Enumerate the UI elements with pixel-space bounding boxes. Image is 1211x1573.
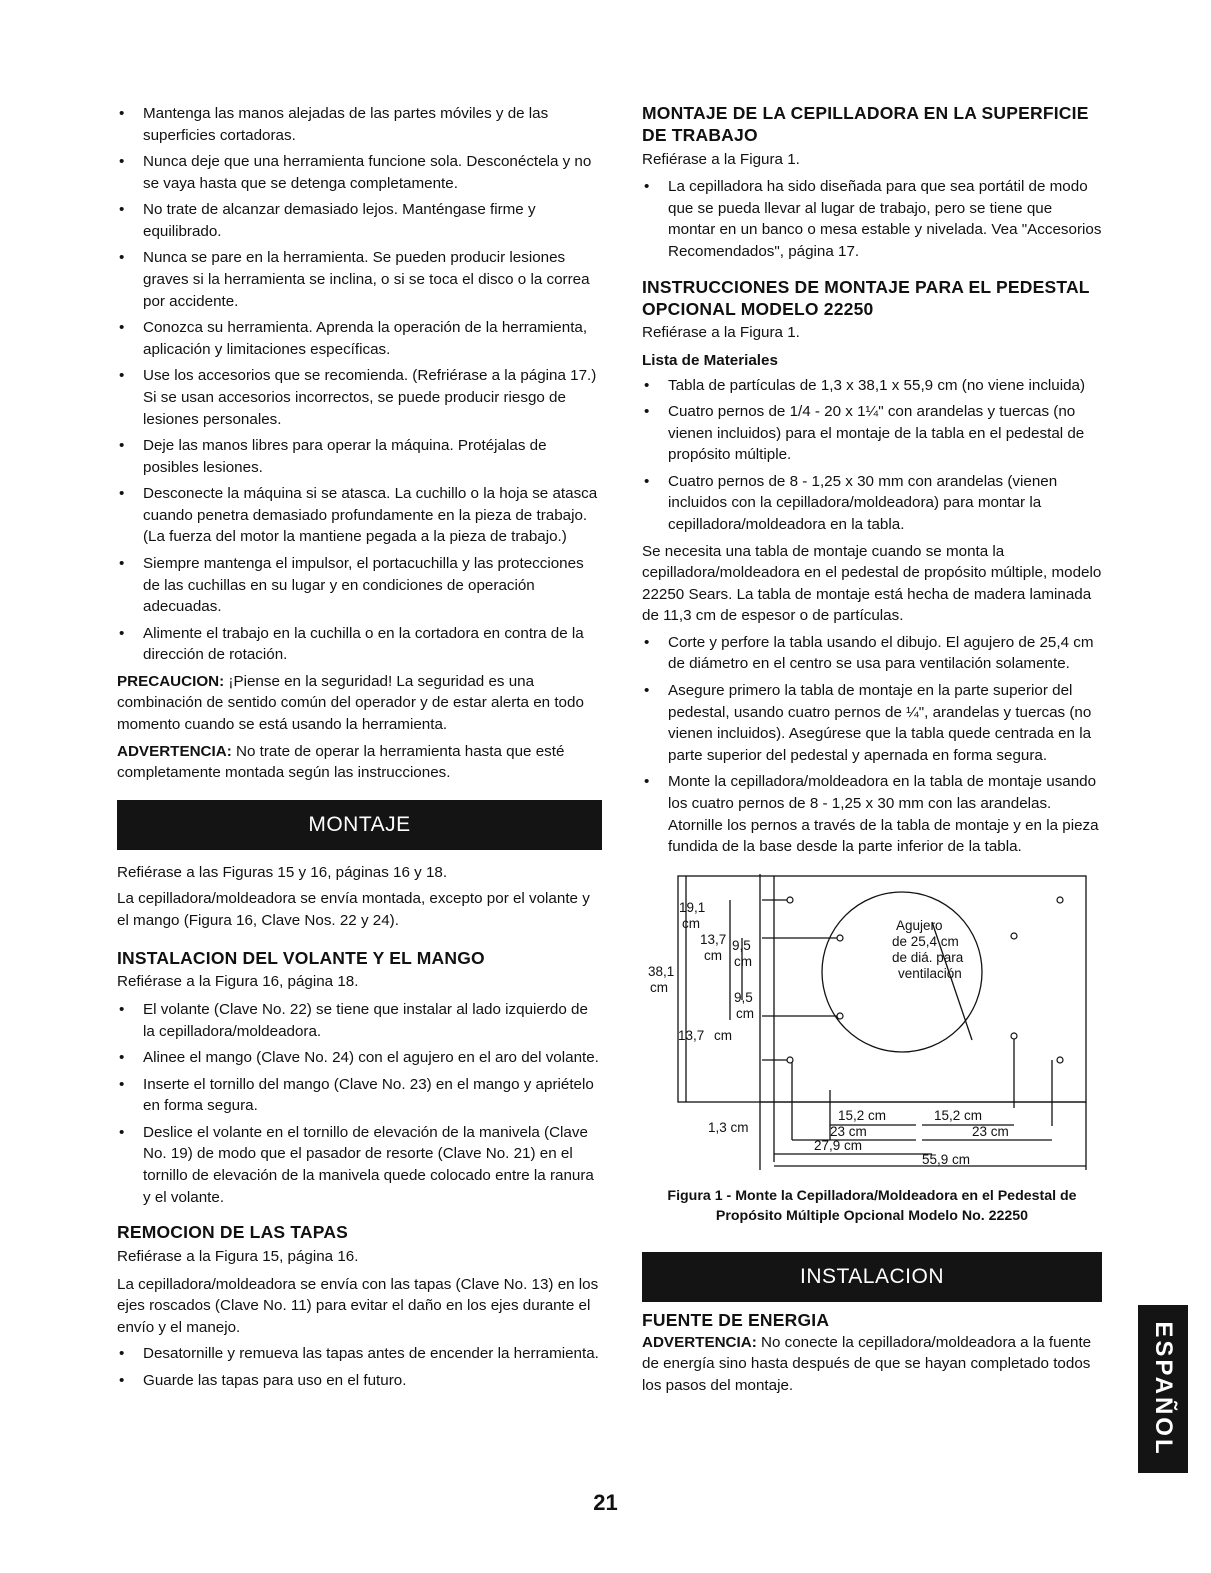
board-outline [678,876,1086,1102]
instalacion-banner: INSTALACION [642,1252,1102,1302]
hole-label: Agujero [896,917,943,933]
montaje-banner: MONTAJE [117,800,602,850]
tabla-text: Se necesita una tabla de montaje cuando se monta la cepilladora/moldeadora en el pedestal de propósito múltiple, modelo 22250 Sears. La tabla de montaje está hecha de madera laminada de 11,3 cm de espesor o de partículas. [642,542,1102,625]
page-number: 21 [593,1490,618,1515]
montaje-ref: Refiérase a las Figuras 15 y 16, páginas 16 y 18. [117,863,448,881]
energia-label: ADVERTENCIA: [642,1333,757,1351]
right-column [642,103,1102,1402]
dimension-label: 23 cm [972,1123,1009,1139]
dimension-label: 13,7 [700,931,727,947]
list-item: • Guarde las tapas para uso en el futuro. [117,1370,602,1392]
dimension-label: 27,9 cm [814,1137,863,1153]
dimension-label: cm [734,953,752,969]
superficie-heading: MONTAJE DE LA CEPILLADORA EN LA SUPERFICIE DE TRABAJO [642,103,1089,145]
list-item: • Alimente el trabajo en la cuchilla o en la cortadora en contra de la dirección de rotación. [117,623,602,666]
volante-list [117,999,602,1208]
precaucion-paragraph [117,671,602,736]
advertencia-text: No trate de operar la herramienta hasta que esté completamente montada según las instrucciones. [117,742,565,782]
montaje-text: La cepilladora/moldeadora se envía montada, excepto por el volante y el mango (Figura 16, Clave Nos. 22 y 24). [117,890,590,929]
materiales-list [642,375,1102,536]
list-item: • Conozca su herramienta. Aprenda la operación de la herramienta, aplicación y limitaciones específicas. [117,317,602,360]
dimension-label: cm [682,915,700,931]
energia-paragraph [642,1332,1102,1397]
dimension-label: cm [736,1005,754,1021]
dimension-label: cm [704,947,722,963]
dimension-label: 15,2 cm [838,1107,887,1123]
tapas-text: La cepilladora/moldeadora se envía con las tapas (Clave No. 13) en los ejes roscados (Clave No. 11) para evitar el daño en los ejes durante el envío y el manejo. [117,1275,599,1336]
volante-heading: INSTALACION DEL VOLANTE Y EL MANGO [117,947,485,968]
list-item: • Deslice el volante en el tornillo de elevación de la manivela (Clave No. 19) de modo que el pasador de resorte (Clave No. 21) en el tornillo de elevación de la manivela quede colocado entre la ranura y el volante. [117,1122,602,1208]
dimension-label: 9,5 [732,937,751,953]
mounting-board-diagram [642,870,1092,1182]
materiales-heading: Lista de Materiales [642,351,778,369]
list-item: • La cepilladora ha sido diseñada para que sea portátil de modo que se pueda llevar al lugar de trabajo, pero se tiene que montar en un banco o mesa estable y nivelada. Vea "Accesorios Recomendados", página 17. [642,176,1102,262]
dimension-label: 55,9 cm [922,1151,971,1167]
list-item: • Siempre mantenga el impulsor, el portacuchilla y las protecciones de las cuchillas en su lugar y en condiciones de operación adecuadas. [117,553,602,618]
tabla-list [642,632,1102,858]
list-item: • El volante (Clave No. 22) se tiene que instalar al lado izquierdo de la cepilladora/moldeadora. [117,999,602,1042]
list-item: • Asegure primero la tabla de montaje en la parte superior del pedestal, usando cuatro pernos de ¼", arandelas y tuercas (no vienen incluidos). Asegúrese que la tabla quede centrada en la parte superior del pedestal y apernada en forma segura. [642,680,1102,766]
figure-caption-line: Propósito Múltiple Opcional Modelo No. 22250 [715,1207,1029,1224]
dimension-label: cm [714,1027,732,1043]
superficie-list [642,176,1102,262]
list-item: • No trate de alcanzar demasiado lejos. Manténgase firme y equilibrado. [117,199,602,242]
pedestal-ref: Refiérase a la Figura 1. [642,324,800,342]
advertencia-paragraph [117,741,602,784]
list-item: • Inserte el tornillo del mango (Clave No. 23) en el mango y apriételo en forma segura. [117,1074,602,1117]
list-item: • Cuatro pernos de 8 - 1,25 x 30 mm con arandelas (vienen incluidos con la cepilladora/moldeadora) para montar la cepilladora/moldeadora en la tabla. [642,471,1102,536]
dimension-label: 38,1 [648,963,675,979]
dimension-label: 15,2 cm [934,1107,983,1123]
energia-text: No conecte la cepilladora/moldeadora a la fuente de energía sino hasta después de que se hayan completado todos los pasos del montaje. [642,1333,1092,1395]
list-item: • Corte y perfore la tabla usando el dibujo. El agujero de 25,4 cm de diámetro en el centro se usa para ventilación solamente. [642,632,1102,675]
tapas-ref: Refiérase a la Figura 15, página 16. [117,1248,359,1266]
superficie-ref: Refiérase a la Figura 1. [642,150,800,168]
dimension-label: 19,1 [679,899,706,915]
list-item: • Alinee el mango (Clave No. 24) con el agujero en el aro del volante. [117,1047,602,1069]
safety-list [117,103,602,666]
dimension-label: 1,3 cm [708,1119,749,1135]
advertencia-label: ADVERTENCIA: [117,742,232,760]
left-column [117,103,602,1397]
list-item: • Cuatro pernos de 1/4 - 20 x 1¼" con arandelas y tuercas (no vienen incluidos) para el montaje de la tabla en el pedestal de propósito múltiple. [642,401,1102,466]
precaucion-label: PRECAUCION: [117,672,225,690]
volante-ref: Refiérase a la Figura 16, página 18. [117,973,359,991]
hole-label: de diá. para [892,949,964,965]
figure-caption-line: Figura 1 - Monte la Cepilladora/Moldeadora en el Pedestal de [667,1187,1077,1204]
dimension-label: cm [650,979,668,995]
tapas-list [117,1343,602,1391]
language-tab [1138,1305,1188,1473]
language-tab-label: ESPAÑOL [1150,1321,1178,1457]
list-item: • Tabla de partículas de 1,3 x 38,1 x 55,9 cm (no viene incluida) [642,375,1102,397]
dimension-label: 9,5 [734,989,753,1005]
list-item: • Nunca deje que una herramienta funcione sola. Desconéctela y no se vaya hasta que se detenga completamente. [117,151,602,194]
tapas-heading: REMOCION DE LAS TAPAS [117,1222,349,1243]
hole-label: ventilación [898,965,962,981]
dimension-label: 13,7 [678,1027,705,1043]
figure-caption [642,1186,1102,1226]
dimension-label: 23 cm [830,1123,867,1139]
list-item: • Mantenga las manos alejadas de las partes móviles y de las superficies cortadoras. [117,103,602,146]
precaucion-text: ¡Piense en la seguridad! La seguridad es una combinación de sentido común del operador y de estar alerta en todo momento cuando se está usando la herramienta. [117,672,584,734]
energia-heading: FUENTE DE ENERGIA [642,1310,830,1330]
list-item: • Use los accesorios que se recomienda. (Refriérase a la página 17.) Si se usan accesorios incorrectos, se puede producir riesgo de lesiones personales. [117,365,602,430]
list-item: • Desatornille y remueva las tapas antes de encender la herramienta. [117,1343,602,1365]
pedestal-heading: INSTRUCCIONES DE MONTAJE PARA EL PEDESTAL OPCIONAL MODELO 22250 [642,276,1090,319]
hole-label: de 25,4 cm [892,933,959,949]
list-item: • Monte la cepilladora/moldeadora en la tabla de montaje usando los cuatro pernos de 8 - 1,25 x 30 mm con las arandelas. Atornille los pernos a través de la tabla de montaje y en la pieza fundida de la base desde la parte inferior de la tabla. [642,771,1102,857]
list-item: • Deje las manos libres para operar la máquina. Protéjalas de posibles lesiones. [117,435,602,478]
list-item: • Nunca se pare en la herramienta. Se pueden producir lesiones graves si la herramienta se inclina, o si se toca el disco o la correa por accidente. [117,247,602,312]
list-item: • Desconecte la máquina si se atasca. La cuchillo o la hoja se atasca cuando penetra demasiado profundamente en la pieza de trabajo. (La fuerza del motor la mantiene pegada a la pieza de trabajo.) [117,483,602,548]
